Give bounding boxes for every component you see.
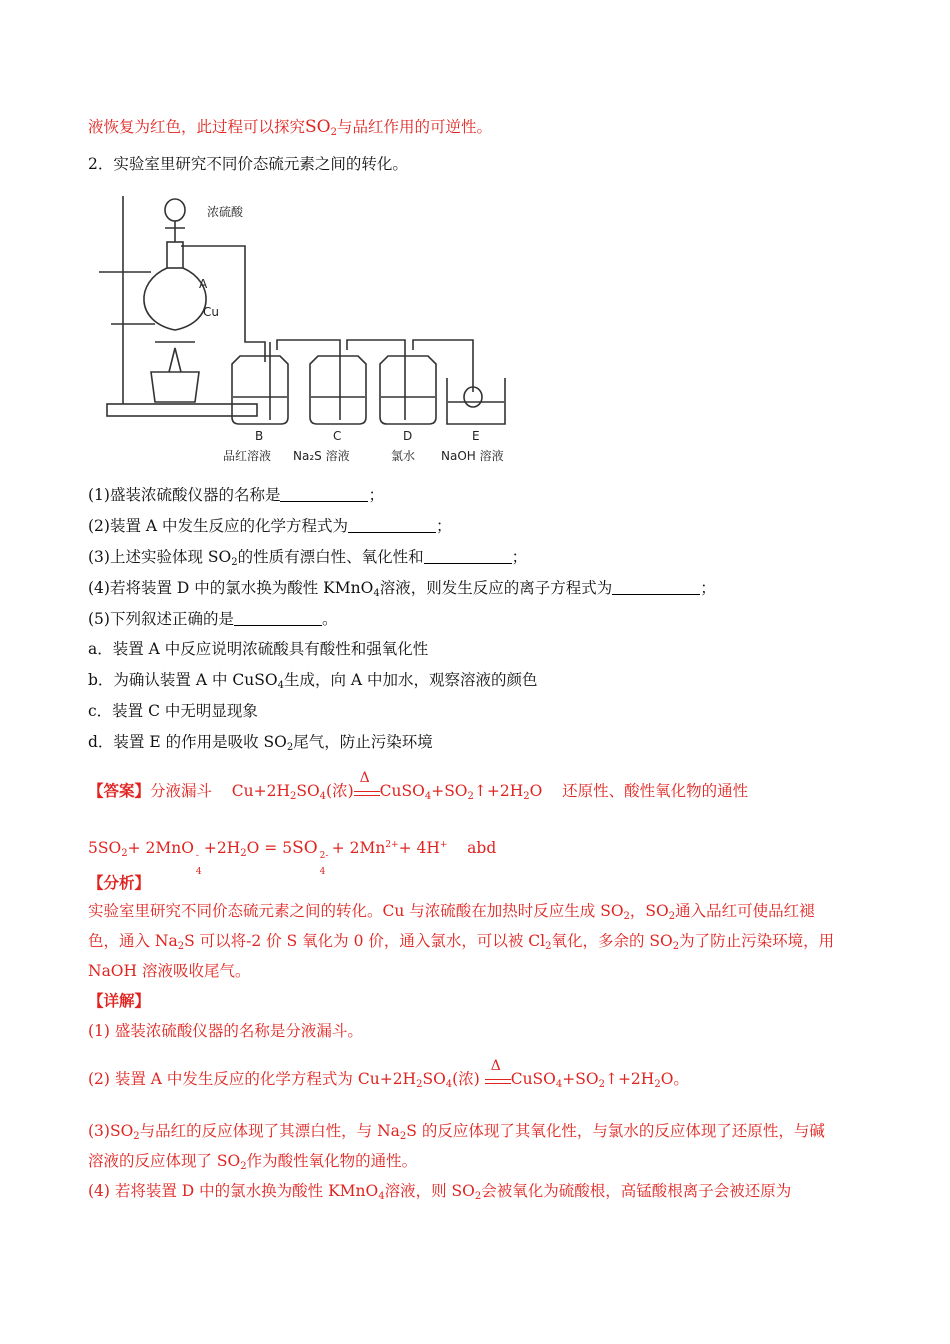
bottle-c-name: Na₂S 溶液: [293, 449, 350, 463]
detail-tag: 【详解】: [88, 991, 151, 1010]
option-a: a．装置 A 中反应说明浓硫酸具有酸性和强氧化性: [88, 640, 429, 658]
subquestion-4: (4)若将装置 D 中的氯水换为酸性 KMnO$_4$溶液，则发生反应的离子方程式为 ；: [88, 579, 716, 599]
analysis-tag: 【分析】: [88, 873, 151, 892]
separatory-funnel: [165, 199, 185, 221]
apparatus-diagram: [95, 192, 525, 472]
answer-line: 【答案】分液漏斗 $Cu+2H_2SO_4$(浓) Δ $CuSO_4+SO_2↑+2H_2O$ 还原性、酸性氧化物的通性: [88, 770, 749, 802]
question-2-stem: 2．实验室里研究不同价态硫元素之间的转化。: [88, 155, 408, 173]
option-c: c．装置 C 中无明显现象: [88, 702, 258, 720]
analysis-line-2: 色，通入 $Na_2S$ 可以将-2 价 S 氧化为 0 价，通入氯水，可以被 $Cl_2$氧化，多余的 $SO_2$为了防止污染环境，用: [88, 932, 835, 952]
detail-2: (2) 装置 A 中发生反应的化学方程式为 $Cu+2H_2SO_4$(浓) Δ $CuSO_4+SO_2↑+2H_2O$。: [88, 1058, 689, 1090]
option-d: d．装置 E 的作用是吸收 $SO_2$尾气，防止污染环境: [88, 733, 433, 753]
bottle-d-letter: D: [403, 429, 413, 443]
analysis-line-1: 实验室里研究不同价态硫元素之间的转化。Cu 与浓硫酸在加热时反应生成 $SO_2$，$SO_2$通入品红可使品红褪: [88, 902, 815, 922]
heating-condition: Δ: [354, 787, 380, 796]
alcohol-lamp: [151, 372, 199, 402]
detail-4: (4) 若将装置 D 中的氯水换为酸性 KMnO$_4$溶液，则 $SO_2$会被氧化为硫酸根，高锰酸根离子会被还原为: [88, 1182, 792, 1202]
bottle-b-name: 品红溶液: [223, 449, 272, 463]
subquestion-1: (1)盛装浓硫酸仪器的名称是 ；: [88, 486, 384, 504]
answer-ionic-equation: $5SO_2+ 2MnO$ - 4 $+2H_2O = 5SO$ 2- 4 + $2Mn^{2+}+ 4H^+$ abd: [88, 838, 497, 877]
stand-base: [107, 404, 257, 416]
subquestion-3: (3)上述实验体现 $SO_2$的性质有漂白性、氧化性和 ；: [88, 548, 528, 568]
bottle-d-name: 氯水: [391, 449, 416, 463]
round-flask-a: [144, 268, 206, 330]
heating-condition-detail: Δ: [485, 1075, 511, 1084]
funnel-label: 浓硫酸: [207, 205, 244, 219]
beaker-e: [447, 378, 505, 424]
so2-formula: $SO_2$: [305, 117, 337, 138]
bottle-c-letter: C: [333, 429, 342, 443]
subquestion-5: (5)下列叙述正确的是 。: [88, 610, 338, 628]
bottle-b-letter: B: [255, 429, 264, 443]
bottle-c: [310, 356, 366, 424]
detail-3-line-2: 溶液的反应体现了 $SO_2$作为酸性氧化物的通性。: [88, 1152, 418, 1172]
beaker-e-letter: E: [472, 429, 480, 443]
answer-tag: 【答案】: [88, 781, 151, 800]
answer-continuation-line: 液恢复为红色，此过程可以探究$SO_2$与品红作用的可逆性。: [88, 117, 492, 138]
option-b: b．为确认装置 A 中 CuSO$_4$生成，向 A 中加水，观察溶液的颜色: [88, 671, 538, 691]
bottle-d: [380, 356, 436, 424]
subquestion-2: (2)装置 A 中发生反应的化学方程式为 ；: [88, 517, 452, 535]
flask-label: A: [199, 277, 208, 291]
cu-label: Cu: [203, 305, 219, 319]
beaker-e-name: NaOH 溶液: [441, 449, 504, 463]
analysis-line-3: NaOH 溶液吸收尾气。: [88, 962, 251, 980]
bottle-b: [232, 356, 288, 424]
detail-1: (1) 盛装浓硫酸仪器的名称是分液漏斗。: [88, 1022, 363, 1040]
detail-3-line-1: $(3)SO_2$与品红的反应体现了其漂白性，与 $Na_2S$ 的反应体现了其氧化性，与氯水的反应体现了还原性，与碱: [88, 1122, 825, 1142]
